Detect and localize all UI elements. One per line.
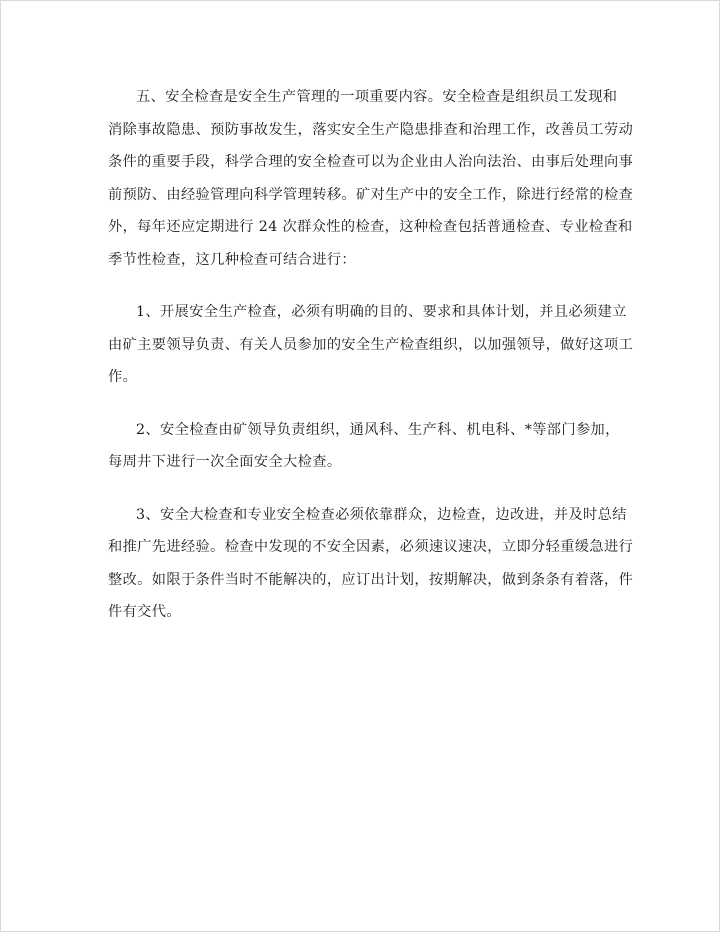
text-line: 和推广先进经验。检查中发现的不安全因素，必须速议速决，立即分轻重缓急进行 xyxy=(108,539,634,555)
text-line: 消除事故隐患、预防事故发生，落实安全生产隐患排查和治理工作，改善员工劳动 xyxy=(108,121,634,138)
paragraph-item-1 xyxy=(108,296,634,394)
paragraph-item-2 xyxy=(108,414,618,479)
paragraph-safety-inspection-intro xyxy=(108,81,634,276)
text-line: 由矿主要领导负责、有关人员参加的安全生产检查组织，以加强领导，做好这项工 xyxy=(108,336,634,353)
text-line: 条件的重要手段，科学合理的安全检查可以为企业由人治向法治、由事后处理向事 xyxy=(108,154,634,170)
document-body xyxy=(108,81,634,629)
text-line: 五、安全检查是安全生产管理的一项重要内容。安全检查是组织员工发现和 xyxy=(136,89,618,105)
text-line: 外，每年还应定期进行 24 次群众性的检查，这种检查包括普通检查、专业检查和 xyxy=(108,219,633,235)
text-line: 件有交代。 xyxy=(108,604,181,620)
text-line: 季节性检查，这几种检查可结合进行： xyxy=(108,251,356,268)
text-line: 3、安全大检查和专业安全检查必须依靠群众，边检查，边改进，并及时总结 xyxy=(136,506,627,523)
text-line: 1、开展安全生产检查，必须有明确的目的、要求和具体计划，并且必须建立 xyxy=(136,304,627,320)
text-line: 作。 xyxy=(108,369,138,385)
paragraph-item-3 xyxy=(108,499,634,629)
text-line: 前预防、由经验管理向科学管理转移。矿对生产中的安全工作，除进行经常的检查 xyxy=(108,186,634,203)
text-line: 2、安全检查由矿领导负责组织，通风科、生产科、机电科、*等部门参加， xyxy=(136,421,620,438)
text-line: 每周井下进行一次全面安全大检查。 xyxy=(108,454,342,470)
text-line: 整改。如限于条件当时不能解决的，应订出计划，按期解决，做到条条有着落，件 xyxy=(108,571,634,588)
